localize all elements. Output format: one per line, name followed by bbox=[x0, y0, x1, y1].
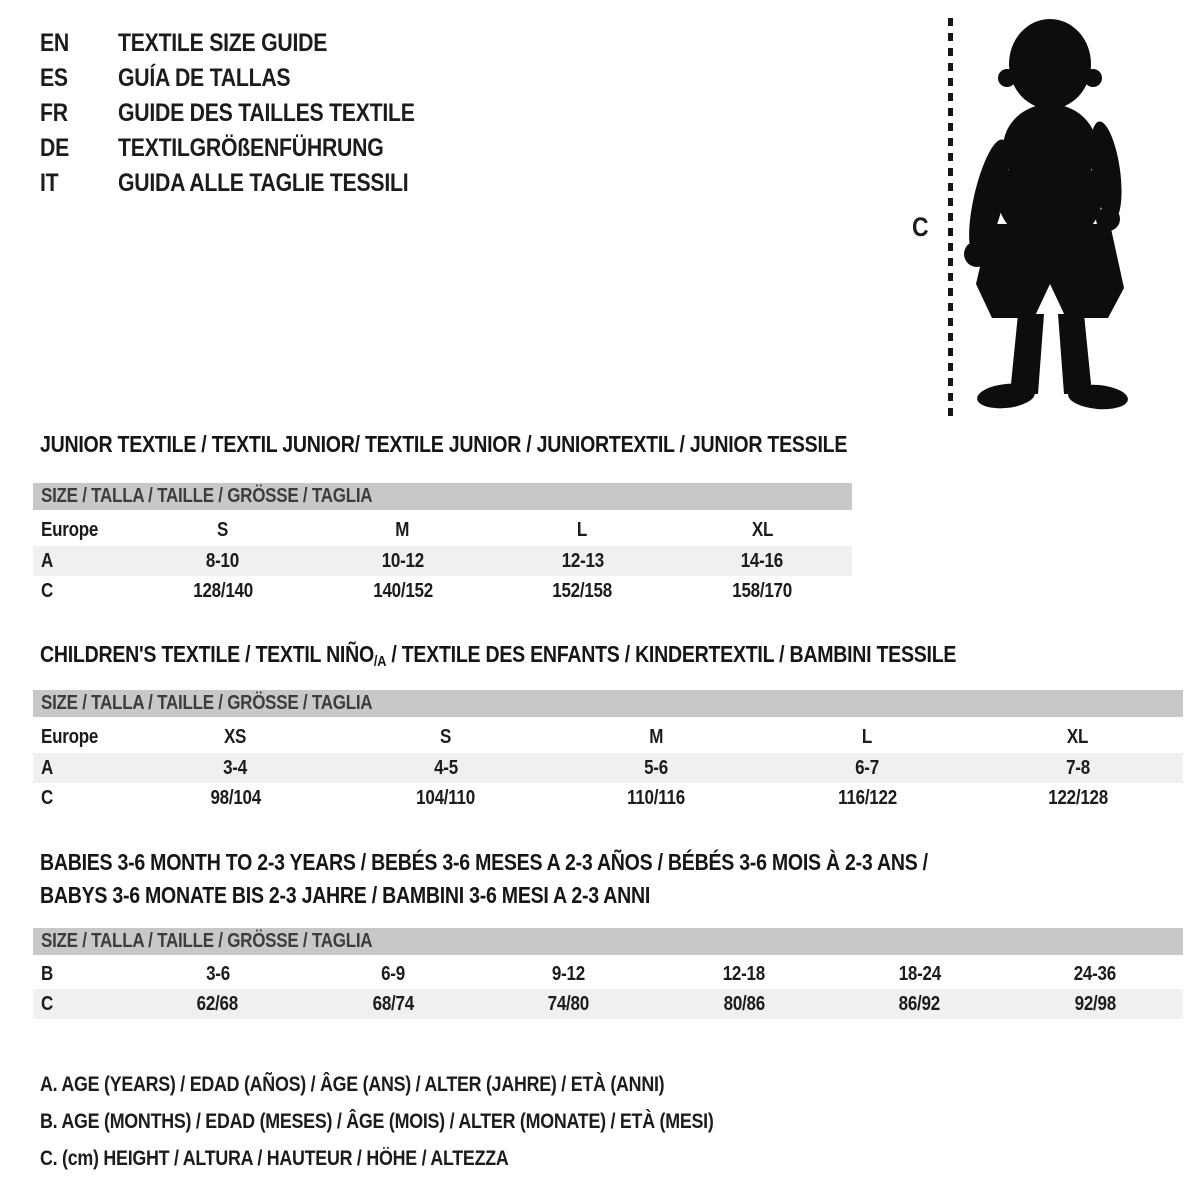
size-header-label: SIZE / TALLA / TAILLE / GRÖSSE / TAGLIA bbox=[41, 930, 373, 952]
table-cell: 12-18 bbox=[723, 962, 766, 985]
table-cell: 80/86 bbox=[723, 992, 765, 1015]
size-header-label: SIZE / TALLA / TAILLE / GRÖSSE / TAGLIA bbox=[41, 485, 373, 507]
table-cell: 5-6 bbox=[644, 756, 669, 779]
babies-size-table bbox=[33, 928, 1183, 1019]
language-code: FR bbox=[40, 99, 68, 127]
size-header-bar bbox=[33, 483, 852, 510]
row-label: C bbox=[41, 786, 54, 809]
row-label: A bbox=[41, 549, 54, 572]
height-measure-label: C bbox=[912, 212, 929, 242]
junior-size-table bbox=[33, 483, 852, 606]
table-cell: 6-9 bbox=[381, 962, 406, 985]
guide-title-es: GUÍA DE TALLAS bbox=[118, 64, 291, 92]
table-row-europe bbox=[33, 721, 1183, 753]
table-cell: 10-12 bbox=[381, 549, 424, 572]
language-row-it bbox=[40, 166, 467, 201]
table-cell: 98/104 bbox=[210, 786, 261, 809]
guide-title-fr: GUIDE DES TAILLES TEXTILE bbox=[118, 99, 415, 127]
table-cell: 116/122 bbox=[837, 786, 897, 809]
table-cell: 14-16 bbox=[741, 549, 784, 572]
row-label: C bbox=[41, 579, 54, 602]
size-header-bar bbox=[33, 690, 1183, 717]
table-cell: 86/92 bbox=[899, 992, 941, 1015]
size-header-bar bbox=[33, 928, 1183, 955]
table-cell: 62/68 bbox=[197, 992, 239, 1015]
table-cell: 7-8 bbox=[1065, 756, 1090, 779]
language-row-es bbox=[40, 61, 467, 96]
table-cell: 9-12 bbox=[552, 962, 586, 985]
babies-section-heading: BABIES 3-6 MONTH TO 2-3 YEARS / BEBÉS 3-6 MESES A 2-3 AÑOS / BÉBÉS 3-6 MOIS À 2-3 ANS / BABYS 3-6 MONATE BIS 2-3 JAHRE / BAMBINI 3-6 MESI A 2-3 ANNI bbox=[40, 849, 928, 908]
language-row-en bbox=[40, 26, 467, 61]
table-cell: 4-5 bbox=[433, 756, 458, 779]
table-cell: L bbox=[862, 725, 873, 748]
guide-title-en: TEXTILE SIZE GUIDE bbox=[118, 29, 328, 57]
table-row-height bbox=[33, 783, 1183, 813]
row-label: Europe bbox=[41, 725, 99, 748]
nino-a-subscript: /A bbox=[373, 653, 387, 670]
table-row-europe bbox=[33, 514, 852, 546]
table-cell: 24-36 bbox=[1074, 962, 1117, 985]
table-cell: 3-4 bbox=[223, 756, 248, 779]
legend-notes bbox=[40, 1066, 832, 1177]
row-label: B bbox=[41, 962, 54, 985]
row-label: C bbox=[41, 992, 54, 1015]
table-cell: 68/74 bbox=[372, 992, 414, 1015]
note-height-cm: C. (cm) HEIGHT / ALTURA / HAUTEUR / HÖHE / ALTEZZA bbox=[40, 1146, 509, 1170]
height-dashed-line-icon bbox=[948, 18, 953, 416]
table-cell: 3-6 bbox=[205, 962, 230, 985]
table-cell: 152/158 bbox=[552, 579, 613, 602]
table-cell: 18-24 bbox=[898, 962, 941, 985]
size-header-label: SIZE / TALLA / TAILLE / GRÖSSE / TAGLIA bbox=[41, 692, 373, 714]
table-cell: XL bbox=[1067, 725, 1089, 748]
table-cell: 104/110 bbox=[416, 786, 476, 809]
table-row-height bbox=[33, 576, 852, 606]
table-cell: 122/128 bbox=[1047, 786, 1108, 809]
table-row-age bbox=[33, 753, 1183, 783]
baby-silhouette-icon bbox=[962, 16, 1138, 416]
language-title-list bbox=[40, 26, 467, 201]
guide-title-de: TEXTILGRÖßENFÜHRUNG bbox=[118, 134, 384, 162]
junior-section-heading: JUNIOR TEXTILE / TEXTIL JUNIOR/ TEXTILE JUNIOR / JUNIORTEXTIL / JUNIOR TESSILE bbox=[40, 431, 848, 457]
language-code: IT bbox=[40, 169, 59, 197]
table-row-height bbox=[33, 989, 1183, 1019]
table-cell: 92/98 bbox=[1074, 992, 1116, 1015]
table-cell: 8-10 bbox=[206, 549, 240, 572]
guide-title-it: GUIDA ALLE TAGLIE TESSILI bbox=[118, 169, 409, 197]
language-row-fr bbox=[40, 96, 467, 131]
table-cell: S bbox=[440, 725, 452, 748]
children-size-table bbox=[33, 690, 1183, 813]
row-label: Europe bbox=[41, 518, 99, 541]
table-cell: 74/80 bbox=[548, 992, 590, 1015]
language-code: ES bbox=[40, 64, 68, 92]
table-cell: M bbox=[395, 518, 410, 541]
table-cell: L bbox=[577, 518, 588, 541]
table-cell: S bbox=[217, 518, 229, 541]
table-cell: 110/116 bbox=[627, 786, 686, 809]
language-code: EN bbox=[40, 29, 70, 57]
table-cell: 158/170 bbox=[732, 579, 792, 602]
table-cell: 6-7 bbox=[855, 756, 879, 779]
language-code: DE bbox=[40, 134, 70, 162]
table-cell: 12-13 bbox=[561, 549, 604, 572]
language-row-de bbox=[40, 131, 467, 166]
note-age-months: B. AGE (MONTHS) / EDAD (MESES) / ÂGE (MOIS) / ALTER (MONATE) / ETÀ (MESI) bbox=[40, 1109, 714, 1133]
table-cell: XS bbox=[224, 725, 247, 748]
table-row-months bbox=[33, 959, 1183, 989]
row-label: A bbox=[41, 756, 54, 779]
table-cell: 140/152 bbox=[372, 579, 433, 602]
children-section-heading: CHILDREN'S TEXTILE / TEXTIL $NIÑO_{/A}$ / TEXTILE DES ENFANTS / KINDERTEXTIL / BAMBINI TESSILE bbox=[40, 641, 957, 670]
table-cell: M bbox=[649, 725, 664, 748]
table-row-age bbox=[33, 546, 852, 576]
table-cell: 128/140 bbox=[193, 579, 253, 602]
note-age-years: A. AGE (YEARS) / EDAD (AÑOS) / ÂGE (ANS) / ALTER (JAHRE) / ETÀ (ANNI) bbox=[40, 1072, 665, 1096]
table-cell: XL bbox=[751, 518, 773, 541]
